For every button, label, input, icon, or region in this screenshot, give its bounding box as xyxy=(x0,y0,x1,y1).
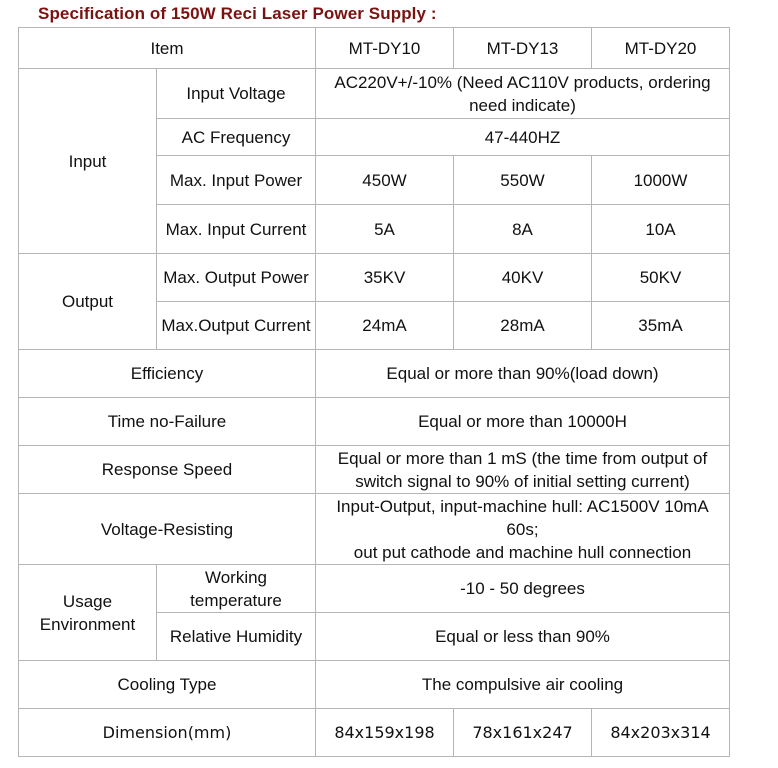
working-temperature-label: Working temperature xyxy=(157,565,316,613)
cooling-type-label: Cooling Type xyxy=(19,661,316,709)
relative-humidity-label: Relative Humidity xyxy=(157,613,316,661)
dimension-value-1: 84x159x198 xyxy=(316,709,454,757)
cooling-type-row xyxy=(19,661,730,709)
time-no-failure-value: Equal or more than 10000H xyxy=(316,398,730,446)
time-no-failure-row xyxy=(19,398,730,446)
output-group-label: Output xyxy=(19,254,157,350)
voltage-resisting-line-1: Input-Output, input-machine hull: AC1500V 10mA 60s; xyxy=(336,496,709,539)
max-input-current-value-1: 5A xyxy=(316,205,454,254)
max-input-power-label: Max. Input Power xyxy=(157,156,316,205)
max-output-power-row xyxy=(19,254,730,302)
header-model-2: MT-DY13 xyxy=(454,28,592,69)
ac-frequency-label: AC Frequency xyxy=(157,119,316,156)
header-model-1: MT-DY10 xyxy=(316,28,454,69)
max-input-current-value-2: 8A xyxy=(454,205,592,254)
header-item: Item xyxy=(19,28,316,69)
max-output-current-value-1: 24mA xyxy=(316,302,454,350)
cooling-type-value: The compulsive air cooling xyxy=(316,661,730,709)
dimension-label: Dimension(mm) xyxy=(19,709,316,757)
time-no-failure-label: Time no-Failure xyxy=(19,398,316,446)
response-speed-label: Response Speed xyxy=(19,446,316,494)
max-output-power-value-1: 35KV xyxy=(316,254,454,302)
efficiency-label: Efficiency xyxy=(19,350,316,398)
voltage-resisting-line-2: out put cathode and machine hull connection xyxy=(353,542,692,562)
max-input-power-value-2: 550W xyxy=(454,156,592,205)
spec-title: Specification of 150W Reci Laser Power Supply : xyxy=(38,4,437,23)
spec-table xyxy=(18,27,730,757)
input-group-label: Input xyxy=(19,69,157,254)
voltage-resisting-value xyxy=(316,494,730,565)
max-input-power-value-3: 1000W xyxy=(592,156,730,205)
max-input-power-value-1: 450W xyxy=(316,156,454,205)
voltage-resisting-label: Voltage-Resisting xyxy=(19,494,316,565)
input-voltage-value: AC220V+/-10% (Need AC110V products, ordering need indicate) xyxy=(316,69,730,119)
voltage-resisting-row xyxy=(19,494,730,565)
usage-environment-label: Usage Environment xyxy=(19,565,157,661)
response-speed-row xyxy=(19,446,730,494)
dimension-value-2: 78x161x247 xyxy=(454,709,592,757)
header-row xyxy=(19,28,730,69)
max-output-current-value-2: 28mA xyxy=(454,302,592,350)
response-speed-value: Equal or more than 1 mS (the time from output of switch signal to 90% of initial setting current) xyxy=(316,446,730,494)
ac-frequency-value: 47-440HZ xyxy=(316,119,730,156)
max-output-power-value-3: 50KV xyxy=(592,254,730,302)
max-input-current-value-3: 10A xyxy=(592,205,730,254)
max-output-current-label: Max.Output Current xyxy=(157,302,316,350)
input-voltage-row xyxy=(19,69,730,119)
efficiency-row xyxy=(19,350,730,398)
header-model-3: MT-DY20 xyxy=(592,28,730,69)
dimension-value-3: 84x203x314 xyxy=(592,709,730,757)
max-input-current-label: Max. Input Current xyxy=(157,205,316,254)
efficiency-value: Equal or more than 90%(load down) xyxy=(316,350,730,398)
relative-humidity-value: Equal or less than 90% xyxy=(316,613,730,661)
working-temperature-row xyxy=(19,565,730,613)
max-output-power-label: Max. Output Power xyxy=(157,254,316,302)
dimension-row xyxy=(19,709,730,757)
input-voltage-label: Input Voltage xyxy=(157,69,316,119)
max-output-power-value-2: 40KV xyxy=(454,254,592,302)
working-temperature-value: -10 - 50 degrees xyxy=(316,565,730,613)
max-output-current-value-3: 35mA xyxy=(592,302,730,350)
